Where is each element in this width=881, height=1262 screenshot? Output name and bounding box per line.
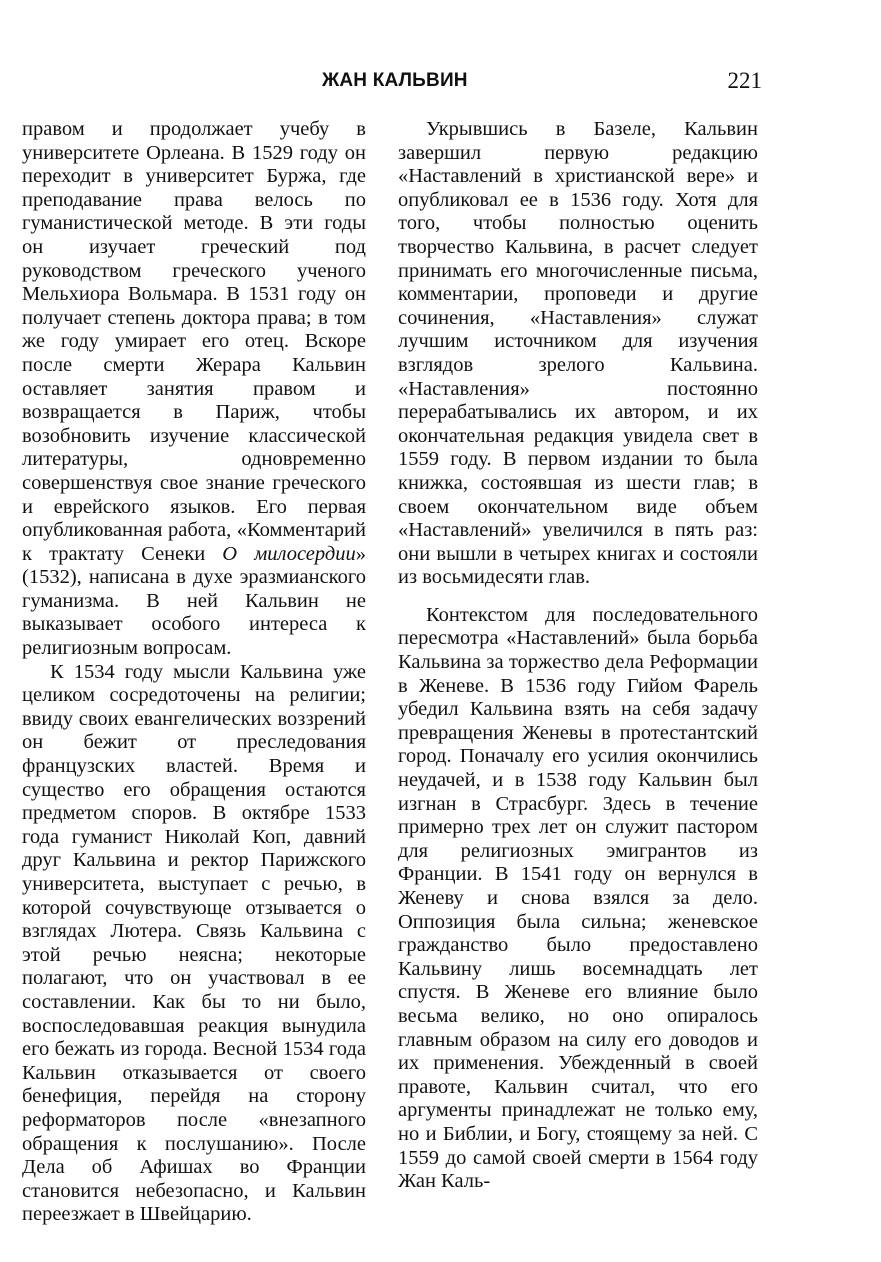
left-column xyxy=(22,118,366,1227)
paragraph-left-2: К 1534 году мысли Кальвина уже целиком сосредоточены на религии; ввиду своих евангелических воззрений он бежит от преследования французских властей. Время и существо его обращения остаются предметом споров. В октябре 1533 года гуманист Николай Коп, давний друг Кальвина и ректор Парижского университета, выступает с речью, в которой сочувствующе отзывается о взглядах Лютера. Связь Кальвина с этой речью неясна; некоторые полагают, что он участвовал в ее составлении. Как бы то ни было, воспоследовавшая реакция вынудила его бежать из города. Весной 1534 года Кальвин отказывается от своего бенефиция, перейдя на сторону реформаторов после «внезапного обращения к послушанию». После Дела об Афишах во Франции становится небезопасно, и Кальвин переезжает в Швейцарию. xyxy=(22,660,366,1226)
right-column xyxy=(398,118,758,1194)
italic-title: О милосердии xyxy=(222,542,356,565)
paragraph-left-1 xyxy=(22,118,366,661)
page-number: 221 xyxy=(727,68,762,93)
paragraph-text: правом и продолжает учебу в университете Орлеана. В 1529 году он переходит в университет Буржа, где преподавание права велось по гуманистической методе. В эти годы он изучает греческий под руководством греческого ученого Мельхиора Вольмара. В 1531 году он получает степень доктора права; в том же году умирает его отец. Вскоре после смерти Жерара Кальвин оставляет занятия правом и возвращается в Париж, чтобы возобновить изучение классической литературы, одновременно совершенствуя свое знание греческого и еврейского языков. Его первая опубликованная работа, «Комментарий к трактату Сенеки xyxy=(22,118,366,565)
running-head xyxy=(22,70,762,98)
paragraph-right-1: Укрывшись в Базеле, Кальвин завершил первую редакцию «Наставлений в христианской вере» и опубликовал ее в 1536 году. Хотя для того, чтобы полностью оценить творчество Кальвина, в расчет следует принимать его многочисленные письма, комментарии, проповеди и другие сочинения, «Наставления» служат лучшим источником для изучения взглядов зрелого Кальвина. «Наставления» постоянно перерабатывались их автором, и их окончательная редакция увидела свет в 1559 году. В первом издании то была книжка, состоявшая из шести глав; в своем окончательном виде объем «Наставлений» увеличился в пять раз: они вышли в четырех книгах и состояли из восьмидесяти глав. xyxy=(398,118,758,589)
paragraph-right-2: Контекстом для последовательного пересмотра «Наставлений» была борьба Кальвина за торжество дела Реформации в Женеве. В 1536 году Гийом Фарель убедил Кальвина взять на себя задачу превращения Женевы в протестантский город. Поначалу его усилия окончились неудачей, и в 1538 году Кальвин был изгнан в Страсбург. Здесь в течение примерно трех лет он служит пастором для религиозных эмигрантов из Франции. В 1541 году он вернулся в Женеву и снова взялся за дело. Оппозиция была сильна; женевское гражданство было предоставлено Кальвину лишь восемнадцать лет спустя. В Женеве его влияние было весьма велико, но оно опиралось главным образом на силу его доводов и их применения. Убежденный в своей правоте, Кальвин считал, что его аргументы принадлежат не только ему, но и Библии, и Богу, стоящему за ней. С 1559 до самой своей смерти в 1564 году Жан Каль- xyxy=(398,603,758,1193)
running-title: ЖАН КАЛЬВИН xyxy=(322,70,468,91)
paragraph-text: » (1532), написана в духе эразмианского гуманизма. В ней Кальвин не выказывает особого интереса к религиозным вопросам. xyxy=(22,542,366,660)
